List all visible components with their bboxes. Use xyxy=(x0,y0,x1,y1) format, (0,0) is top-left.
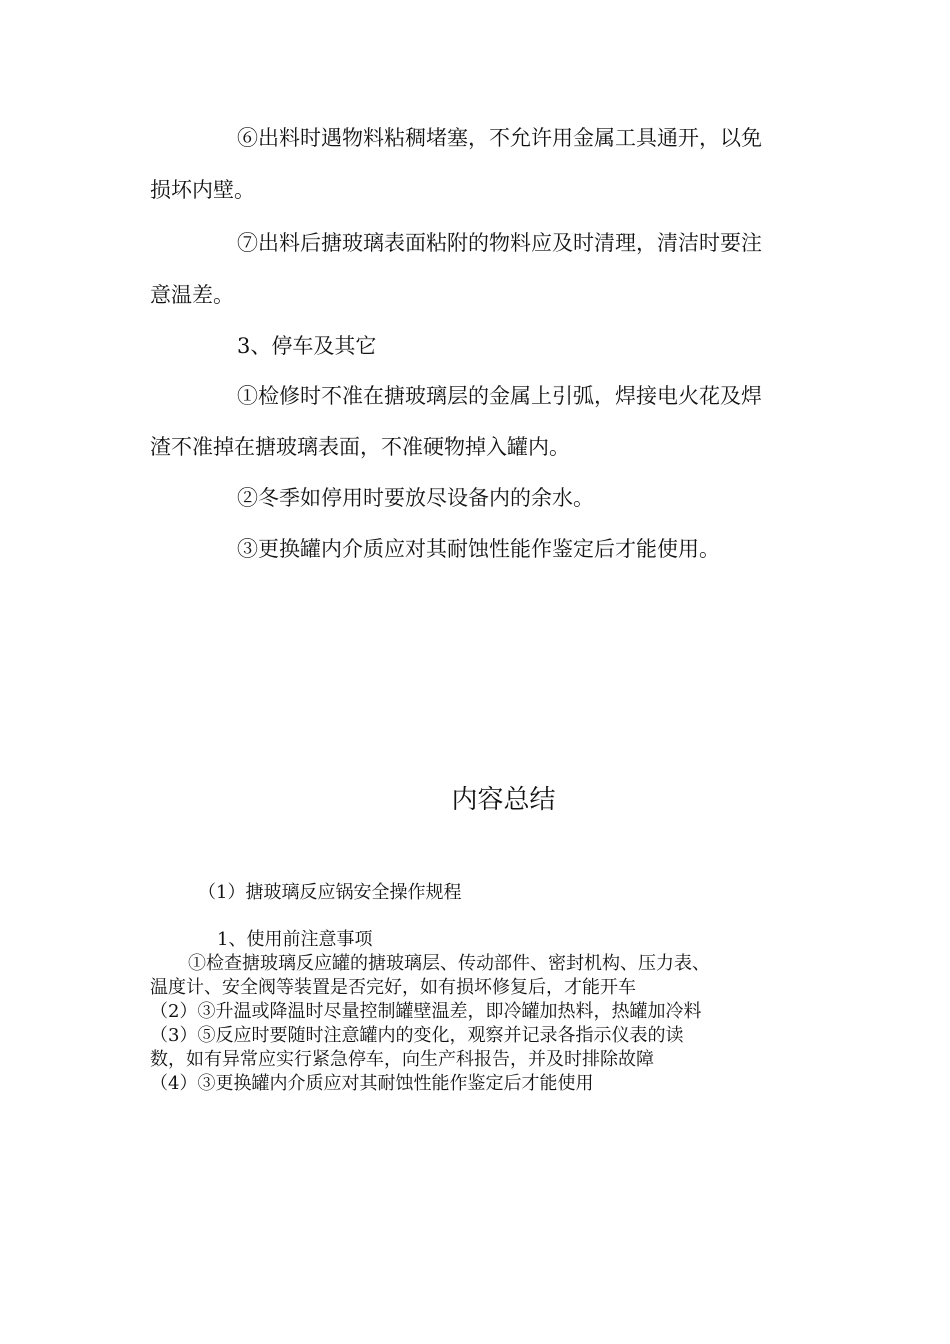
summary-line: 温度计、安全阀等装置是否完好，如有损坏修复后，才能开车 xyxy=(150,977,636,998)
paragraph-line: ⑥出料时遇物料粘稠堵塞，不允许用金属工具通开，以免 xyxy=(237,126,762,150)
summary-line: （4）③更换罐内介质应对其耐蚀性能作鉴定后才能使用 xyxy=(150,1073,594,1094)
summary-line: （2）③升温或降温时尽量控制罐壁温差，即冷罐加热料，热罐加冷料 xyxy=(150,1001,702,1022)
section-heading: 3、停车及其它 xyxy=(237,334,377,358)
summary-line: （3）⑤反应时要随时注意罐内的变化，观察并记录各指示仪表的读 xyxy=(150,1025,684,1046)
summary-line: 数，如有异常应实行紧急停车，向生产科报告，并及时排除故障 xyxy=(150,1049,654,1070)
summary-line: ①检查搪玻璃反应罐的搪玻璃层、传动部件、密封机构、压力表、 xyxy=(188,953,710,974)
summary-line: 1、使用前注意事项 xyxy=(217,929,373,950)
summary-title: 内容总结 xyxy=(451,785,556,815)
paragraph-line: ③更换罐内介质应对其耐蚀性能作鉴定后才能使用。 xyxy=(237,537,720,561)
paragraph-line: ②冬季如停用时要放尽设备内的余水。 xyxy=(237,486,594,510)
paragraph-line: ⑦出料后搪玻璃表面粘附的物料应及时清理，清洁时要注 xyxy=(237,231,762,255)
paragraph-line: 损坏内壁。 xyxy=(150,178,255,202)
paragraph-line: ①检修时不准在搪玻璃层的金属上引弧，焊接电火花及焊 xyxy=(237,384,762,408)
summary-line: （1）搪玻璃反应锅安全操作规程 xyxy=(198,882,462,903)
paragraph-line: 意温差。 xyxy=(150,283,234,307)
paragraph-line: 渣不准掉在搪玻璃表面，不准硬物掉入罐内。 xyxy=(150,435,570,459)
